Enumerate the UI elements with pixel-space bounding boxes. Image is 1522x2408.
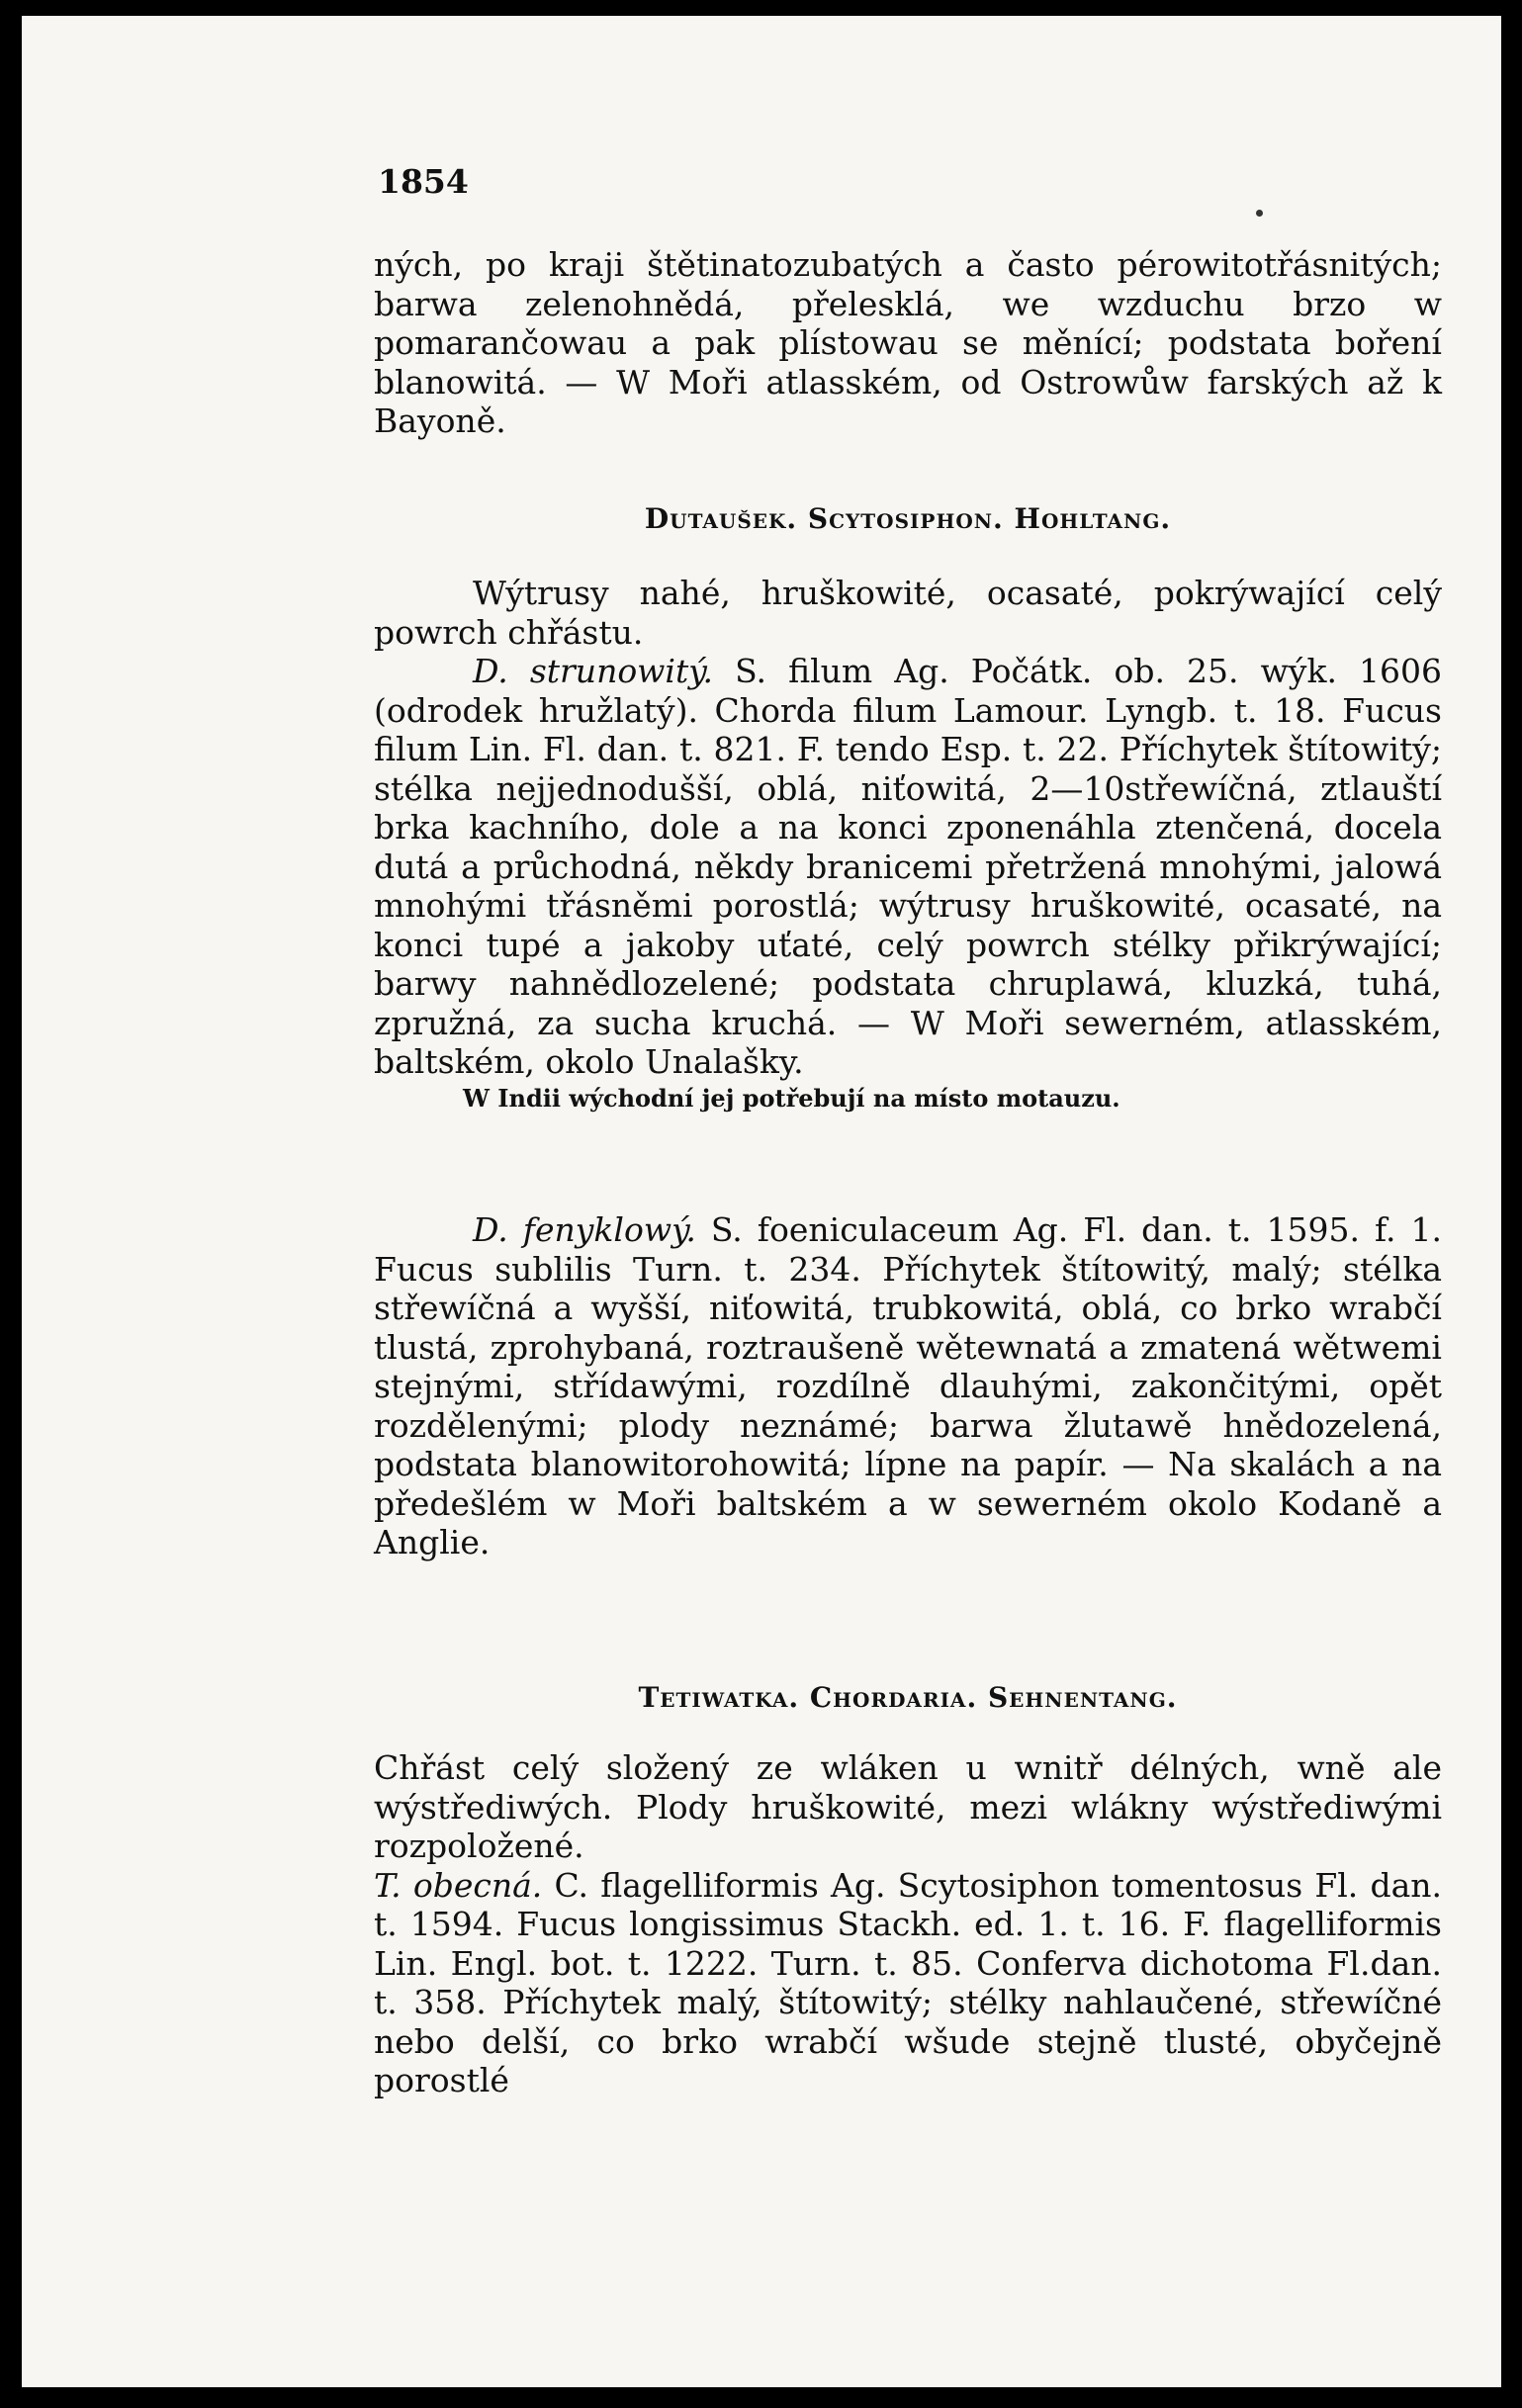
species-fenyklowy	[374, 1210, 1442, 1562]
species-text: S. foeniculaceum Ag. Fl. dan. t. 1595. f. 1. Fucus sublilis Turn. t. 234. Příchytek štítowitý, malý; stélka střewíčná a wyšší, niťowitá, trubkowitá, oblá, co brko wrabčí tlustá, zprohybaná, roztraušeně wětewnatá a zmatená wětwemi stejnými, střídawými, rozdílně dlauhými, zakončitými, opět rozdělenými; plody neznámé; barwa žlutawě hnědozelená, podstata blanowitorohowitá; lípne na papír. — Na skalách a na předešlém w Moři baltském a w sewerném okolo Kodaně a Anglie.	[374, 1210, 1442, 1561]
genus-dutausek-body	[374, 574, 1442, 1115]
species-entry	[374, 652, 1442, 1082]
genus-heading-tetiwatka: Tetiwatka. Chordaria. Sehnentang.	[638, 1681, 1178, 1714]
species-name: T. obecná.	[374, 1865, 543, 1905]
species-text: C. flagelliformis Ag. Scytosiphon tomentosus Fl. dan. t. 1594. Fucus longissimus Stackh. ed. 1. t. 16. F. flagelliformis Lin. Engl. bot. t. 1222. Turn. t. 85. Conferva dichotoma Fl.dan. t. 358. Příchytek malý, štítowitý; stélky nahlaučené, střewíčné nebo delší, co brko wrabčí wšude stejně tlusté, obyčejně porostlé	[374, 1865, 1442, 2099]
species-entry	[374, 1210, 1442, 1562]
species-entry	[374, 1866, 1442, 2100]
page	[22, 16, 1501, 2387]
page-number: 1854	[378, 162, 469, 201]
species-note: W Indii wýchodní jej potřebují na místo motauzu.	[463, 1083, 1120, 1113]
intro-paragraph	[374, 245, 1442, 441]
species-text: S. filum Ag. Počátk. ob. 25. wýk. 1606 (odrodek hružlatý). Chorda filum Lamour. Lyngb. t. 18. Fucus filum Lin. Fl. dan. t. 821. F. tendo Esp. t. 22. Příchytek štítowitý; stélka nejjednodušší, oblá, niťowitá, 2—10střewíčná, ztlauští brka kachního, dole a na konci zponenáhla ztenčená, docela dutá a průchodná, někdy branicemi přetržená mnohými, jalowá mnohými třásněmi porostlá; wýtrusy hruškowité, ocasaté, na konci tupé a jakoby uťaté, celý powrch stélky přikrýwající; barwy nahnědlozelené; podstata chruplawá, kluzká, tuhá, zpružná, za sucha kruchá. — W Moři sewerném, atlasském, baltském, okolo Unalašky.	[374, 652, 1442, 1081]
genus-description: Wýtrusy nahé, hruškowité, ocasaté, pokrýwající celý powrch chřástu.	[374, 574, 1442, 652]
genus-heading-dutausek: Dutaušek. Scytosiphon. Hohltang.	[644, 502, 1172, 535]
genus-description: Chřást celý složený ze wláken u wnitř délných, wně ale wýstřediwých. Plody hruškowité, mezi wlákny wýstřediwými rozpoložené.	[374, 1748, 1442, 1865]
species-name: D. strunowitý.	[473, 652, 713, 690]
ink-dot	[1256, 210, 1263, 217]
intro-text: ných, po kraji štětinatozubatých a často pérowitotřásnitých; barwa zelenohnědá, přelesklá, we wzduchu brzo w pomarančowau a pak plístowau se měnící; podstata boření blanowitá. — W Moři atlasském, od Ostrowůw farských až k Bayoně.	[374, 245, 1442, 440]
species-name: D. fenyklowý.	[473, 1210, 696, 1249]
genus-tetiwatka-body	[374, 1748, 1442, 2100]
